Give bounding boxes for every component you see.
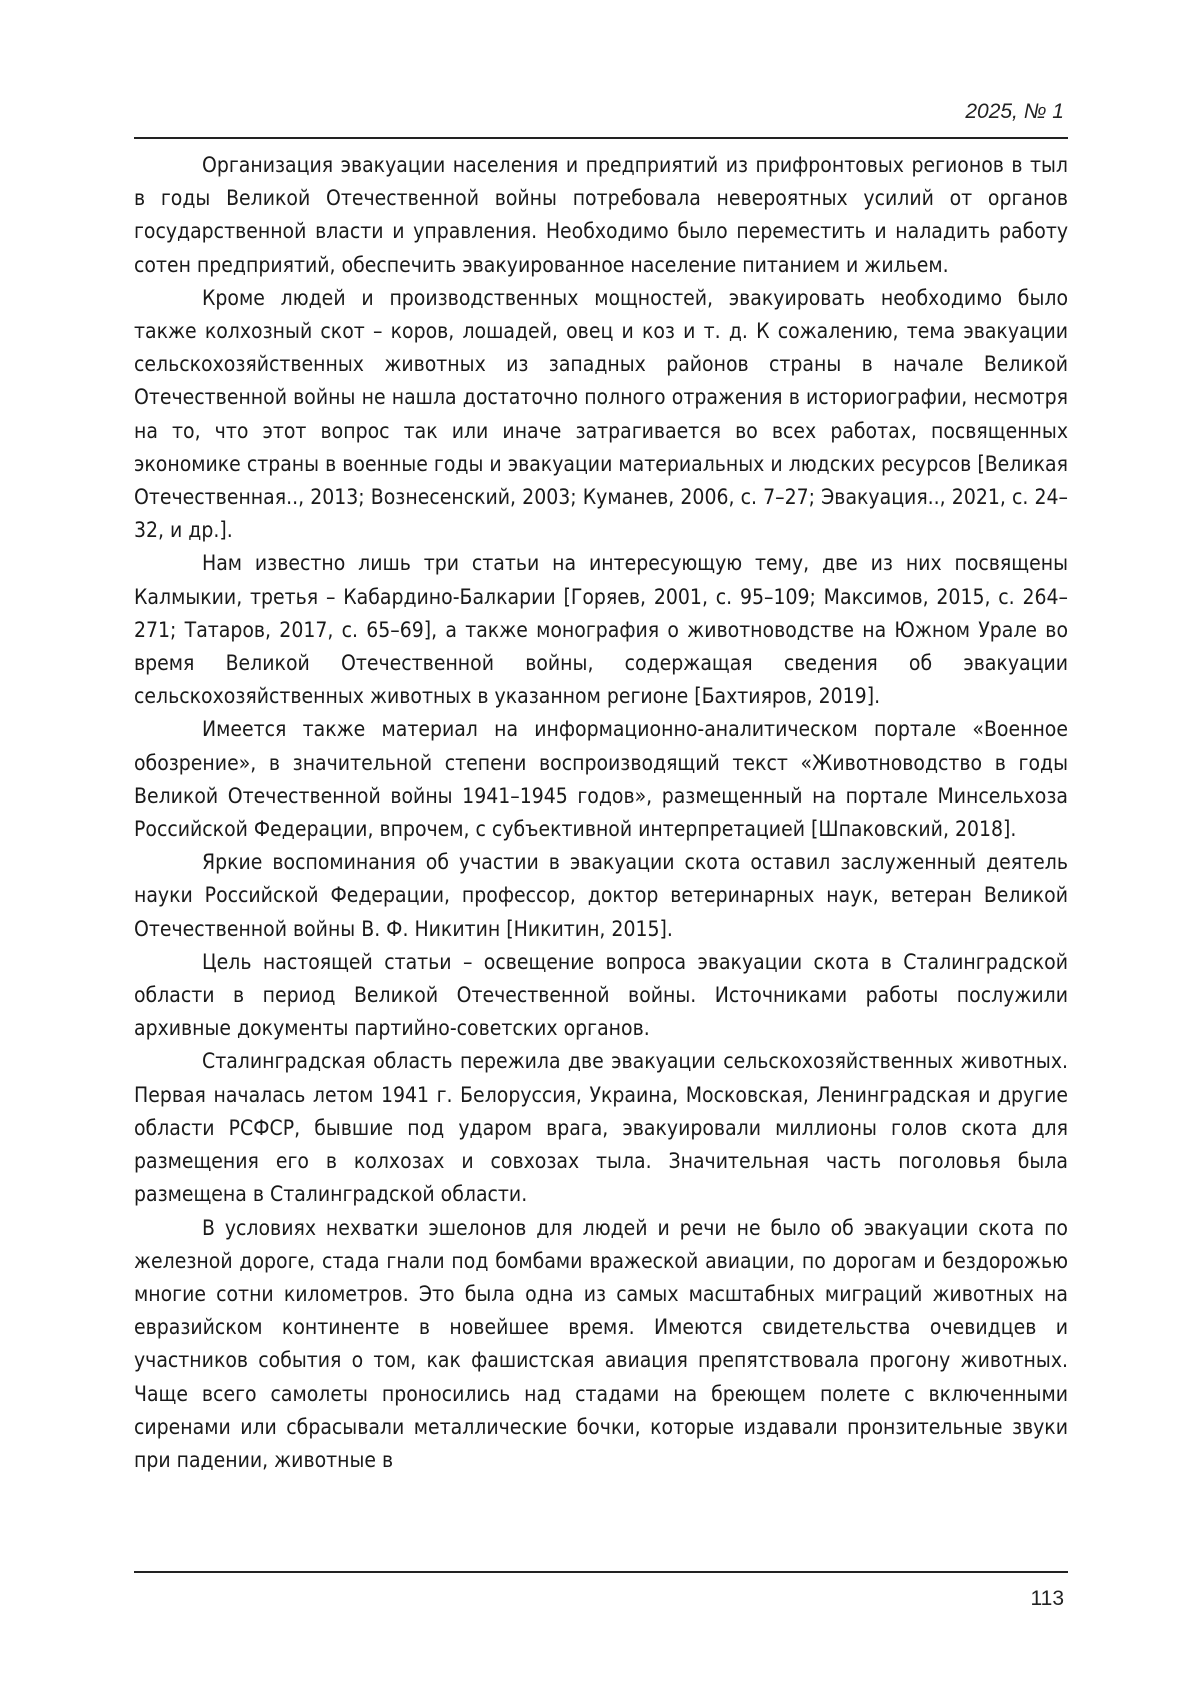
paragraph: Сталинградская область пережила две эвакуации сельскохозяйственных животных. Первая началась летом 1941 г. Белоруссия, Украина, Московская, Ленинградская и другие области РСФСР, бывшие под ударом врага, эвакуировали миллионы голов скота для размещения его в колхозах и совхозах тыла. Значительная часть поголовья была размещена в Сталинградской области.: [134, 1049, 1068, 1207]
page-number: 113: [1030, 1587, 1064, 1610]
paragraph: Имеется также материал на информационно-аналитическом портале «Военное обозрение», в значительной степени воспроизводящий текст «Животноводство в годы Великой Отечественной войны 1941–1945 годов», размещенный на портале Минсельхоза Российской Федерации, впрочем, с субъективной интерпретацией [Шпаковский, 2018].: [134, 717, 1068, 842]
paragraph: Нам известно лишь три статьи на интересующую тему, две из них посвящены Калмыкии, третья – Кабардино-Балкарии [Горяев, 2001, с. 95–109; Максимов, 2015, с. 264–271; Татаров, 2017, с. 65–69], а также монография о животноводстве на Южном Урале во время Великой Отечественной войны, содержащая сведения об эвакуации сельскохозяйственных животных в указанном регионе [Бахтияров, 2019].: [134, 551, 1068, 709]
header-rule: [134, 137, 1068, 139]
article-body: [134, 149, 1068, 1477]
paragraph: Организация эвакуации населения и предприятий из прифронтовых регионов в тыл в годы Великой Отечественной войны потребовала невероятных усилий от органов государственной власти и управления. Необходимо было переместить и наладить работу сотен предприятий, обеспечить эвакуированное население питанием и жильем.: [134, 153, 1068, 277]
paragraph: Яркие воспоминания об участии в эвакуации скота оставил заслуженный деятель науки Российской Федерации, профессор, доктор ветеринарных наук, ветеран Великой Отечественной войны В. Ф. Никитин [Никитин, 2015].: [134, 850, 1068, 941]
footer-rule: [134, 1571, 1068, 1573]
paragraph: В условиях нехватки эшелонов для людей и речи не было об эвакуации скота по железной дороге, стада гнали под бомбами вражеской авиации, по дорогам и бездорожью многие сотни километров. Это была одна из самых масштабных миграций животных на евразийском континенте в новейшее время. Имеются свидетельства очевидцев и участников события о том, как фашистская авиация препятствовала прогону животных. Чаще всего самолеты проносились над стадами на бреющем полете с включенными сиренами или сбрасывали металлические бочки, которые издавали пронзительные звуки при падении, животные в: [134, 1215, 1068, 1472]
journal-issue-header: 2025, № 1: [965, 100, 1064, 123]
paragraph: Кроме людей и производственных мощностей, эвакуировать необходимо было также колхозный скот – коров, лошадей, овец и коз и т. д. К сожалению, тема эвакуации сельскохозяйственных животных из западных районов страны в начале Великой Отечественной войны не нашла достаточно полного отражения в историографии, несмотря на то, что этот вопрос так или иначе затрагивается во всех работах, посвященных экономике страны в военные годы и эвакуации материальных и людских ресурсов [Великая Отечественная.., 2013; Вознесенский, 2003; Куманев, 2006, с. 7–27; Эвакуация.., 2021, с. 24–32, и др.].: [134, 285, 1068, 543]
paragraph: Цель настоящей статьи – освещение вопроса эвакуации скота в Сталинградской области в период Великой Отечественной войны. Источниками работы послужили архивные документы партийно-советских органов.: [134, 949, 1068, 1041]
